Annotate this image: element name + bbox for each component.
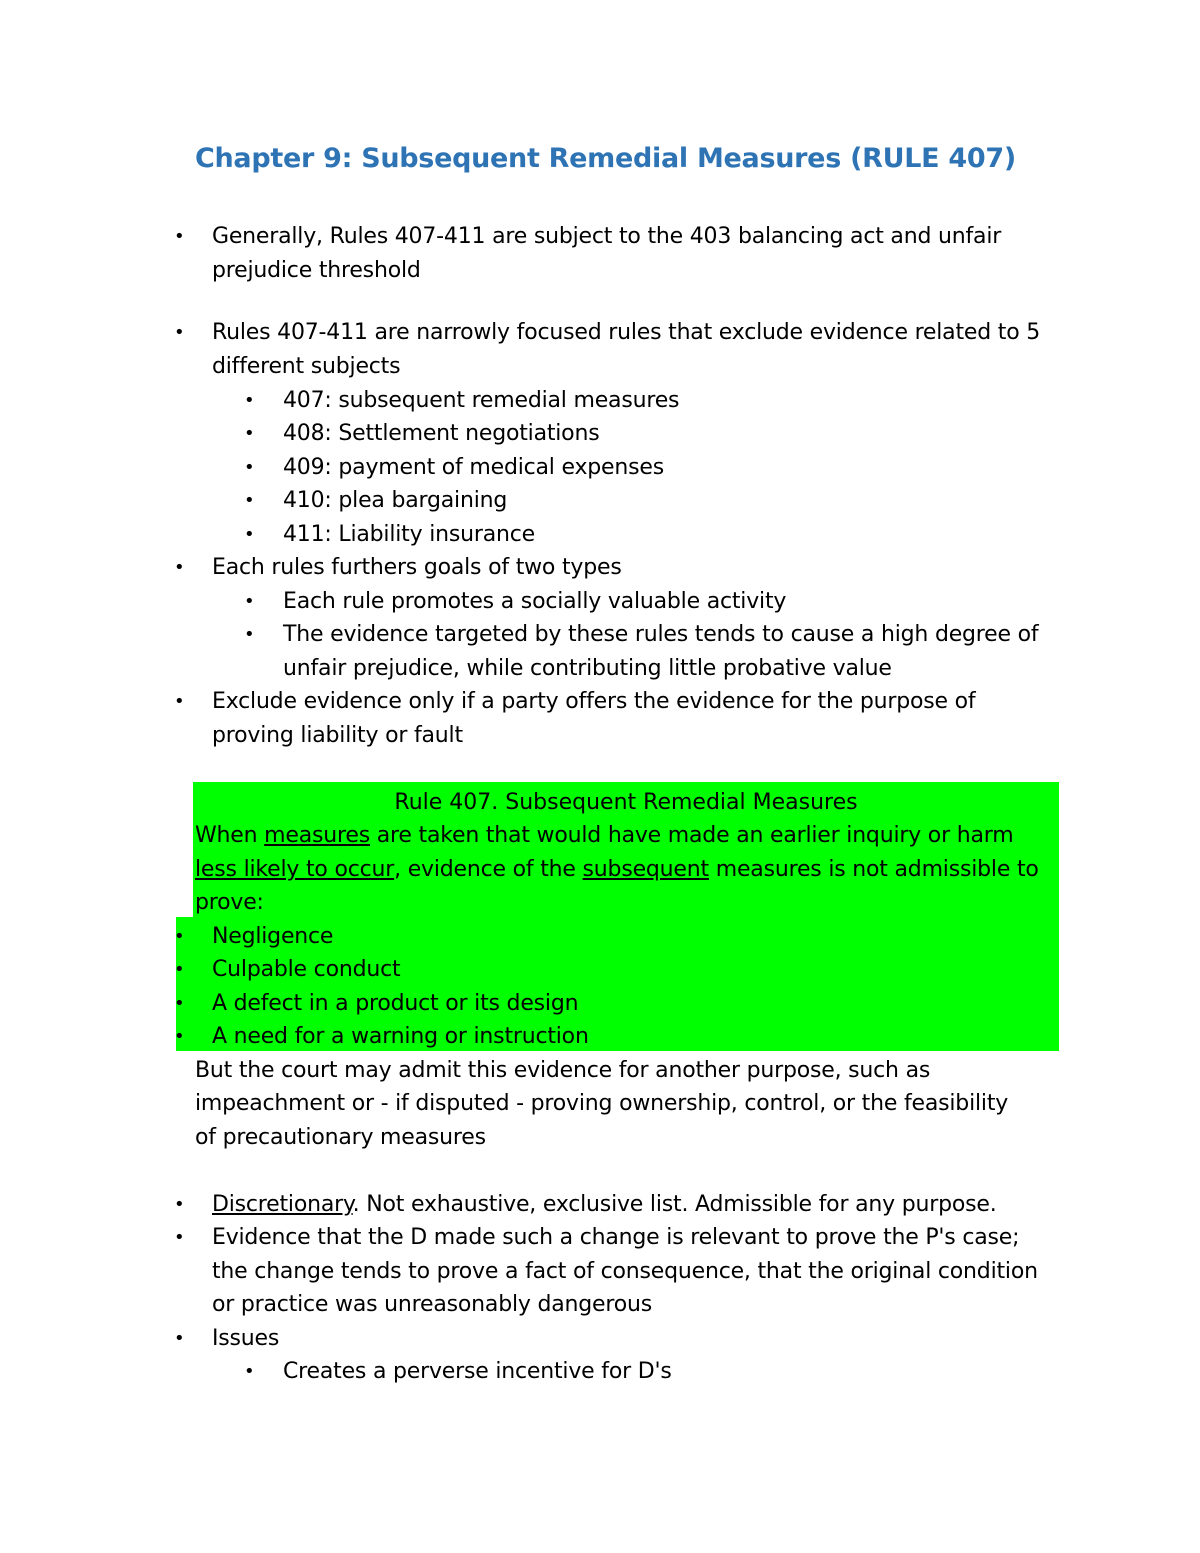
sub-bullet-text: 407: subsequent remedial measures (283, 388, 680, 413)
bullet-icon: • (174, 1227, 185, 1248)
sub-bullet-text: unfair prejudice, while contributing little probative value (283, 656, 892, 681)
bullet-text (212, 1188, 997, 1222)
bullet-text: Rules 407-411 are narrowly focused rules that exclude evidence related to 5 (212, 320, 1041, 345)
sub-bullet-text: 410: plea bargaining (283, 488, 508, 513)
rule-heading: Rule 407. Subsequent Remedial Measures (394, 790, 858, 815)
sub-bullet-icon: • (244, 1361, 255, 1382)
sub-bullet-icon: • (244, 490, 255, 511)
bullet-text: proving liability or fault (212, 723, 463, 748)
rule-exception-text: But the court may admit this evidence for another purpose, such as (195, 1058, 931, 1083)
sub-bullet-text: Each rule promotes a socially valuable activity (283, 589, 787, 614)
bullet-text: prejudice threshold (212, 258, 421, 283)
sub-bullet-icon: • (244, 390, 255, 411)
bullet-icon: • (174, 226, 185, 247)
rule-text-line (195, 853, 1039, 887)
bullet-text: Each rules furthers goals of two types (212, 555, 622, 580)
sub-bullet-icon: • (244, 524, 255, 545)
rule-text: measures is not admissible to (708, 857, 1039, 882)
bullet-icon: • (174, 1026, 185, 1047)
bullet-icon: • (174, 557, 185, 578)
bullet-icon: • (174, 926, 185, 947)
bullet-text: . Not exhaustive, exclusive list. Admissible for any purpose. (352, 1192, 997, 1217)
rule-text-underlined: measures (264, 823, 370, 848)
sub-bullet-icon: • (244, 591, 255, 612)
sub-bullet-icon: • (244, 457, 255, 478)
sub-bullet-text: 408: Settlement negotiations (283, 421, 600, 446)
bullet-text: Evidence that the D made such a change is relevant to prove the P's case; (212, 1225, 1020, 1250)
bullet-icon: • (174, 993, 185, 1014)
rule-exception-text: impeachment or - if disputed - proving ownership, control, or the feasibility (195, 1091, 1009, 1116)
rule-list-item: Negligence (212, 924, 334, 949)
bullet-text: different subjects (212, 354, 401, 379)
sub-bullet-icon: • (244, 423, 255, 444)
bullet-icon: • (174, 322, 185, 343)
rule-text-line (195, 819, 1013, 853)
rule-list-item: Culpable conduct (212, 957, 401, 982)
chapter-title: Chapter 9: Subsequent Remedial Measures (RULE 407) (195, 143, 1016, 174)
sub-bullet-icon: • (244, 624, 255, 645)
rule-text-underlined: subsequent (582, 857, 709, 882)
rule-list-item: A need for a warning or instruction (212, 1024, 589, 1049)
bullet-icon: • (174, 1328, 185, 1349)
bullet-text: or practice was unreasonably dangerous (212, 1292, 652, 1317)
rule-exception-text: of precautionary measures (195, 1125, 486, 1150)
sub-bullet-text: 411: Liability insurance (283, 522, 535, 547)
bullet-text: Exclude evidence only if a party offers the evidence for the purpose of (212, 689, 976, 714)
bullet-icon: • (174, 959, 185, 980)
rule-text: are taken that would have made an earlier inquiry or harm (369, 823, 1014, 848)
bullet-icon: • (174, 691, 185, 712)
sub-bullet-text: 409: payment of medical expenses (283, 455, 664, 480)
rule-text-underlined: less likely to occur (195, 857, 395, 882)
sub-bullet-text: Creates a perverse incentive for D's (283, 1359, 672, 1384)
bullet-text: Generally, Rules 407-411 are subject to the 403 balancing act and unfair (212, 224, 1002, 249)
bullet-text: the change tends to prove a fact of consequence, that the original condition (212, 1259, 1038, 1284)
rule-list-item: A defect in a product or its design (212, 991, 579, 1016)
bullet-text: Issues (212, 1326, 280, 1351)
rule-text: , evidence of the (394, 857, 583, 882)
sub-bullet-text: The evidence targeted by these rules tends to cause a high degree of (283, 622, 1039, 647)
bullet-icon: • (174, 1194, 185, 1215)
rule-text: When (195, 823, 265, 848)
rule-text-line: prove: (195, 890, 264, 915)
discretionary-underlined: Discretionary (212, 1192, 353, 1217)
